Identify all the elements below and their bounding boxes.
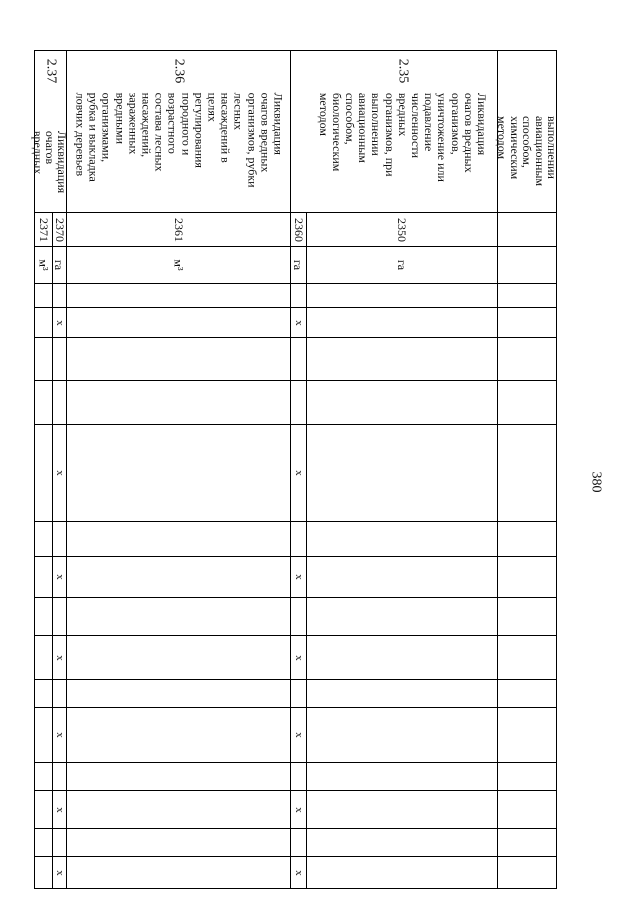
subrow-separator [306, 212, 307, 889]
x-mark: x [292, 319, 305, 326]
row-number-2-37: 2.37 [43, 58, 59, 84]
code-2350: 2350 [395, 217, 409, 242]
column-separator [34, 337, 557, 338]
unit-m3-2361: м³ [171, 259, 186, 271]
row-name-2-35: Ликвидация очагов вредных организмов, уничтожение или подавление численности вредных организмов, при выполнении авиационным способом, биологическим методом [316, 93, 489, 183]
column-separator [34, 380, 557, 381]
x-mark: x [292, 806, 305, 813]
x-mark: x [53, 319, 66, 326]
column-separator [34, 828, 557, 829]
code-2371: 2371 [36, 217, 51, 242]
x-mark: x [292, 869, 305, 876]
page-number: 380 [588, 471, 603, 493]
x-mark: x [292, 654, 305, 661]
x-mark: x [53, 869, 66, 876]
code-2370: 2370 [52, 217, 67, 242]
row-name-continued: выполнении авиационным способом, химическим методом [495, 115, 560, 187]
table-border-bottom [34, 888, 557, 889]
x-mark: x [292, 574, 305, 580]
x-mark: x [53, 654, 66, 661]
x-mark: x [292, 470, 305, 476]
column-separator [34, 597, 557, 598]
row-name-2-37: Ликвидация очагов вредных [31, 130, 70, 194]
row-number-2-36: 2.36 [171, 58, 187, 84]
unit-ha-2350: га [395, 259, 409, 271]
row-name-2-36: Ликвидация очагов вредных организмов, рубки лесных насаждений в целях регулирования породного и возрастного состава лесных насаждений, зараженных вредными организмами, рубка и выкладка ловчих деревьев [73, 93, 286, 188]
unit-m3-2371: м³ [36, 259, 51, 271]
column-separator [34, 283, 557, 284]
column-separator [34, 679, 557, 680]
code-2361: 2361 [171, 217, 186, 242]
row-number-2-35: 2.35 [395, 58, 410, 84]
column-separator [34, 762, 557, 763]
code-2360: 2360 [291, 217, 306, 242]
unit-ha-2370: га [52, 259, 67, 271]
x-mark: x [292, 732, 305, 738]
x-mark: x [53, 574, 66, 580]
unit-ha-2360: га [291, 259, 306, 271]
x-mark: x [53, 470, 66, 476]
x-mark: x [53, 732, 66, 738]
x-mark: x [53, 806, 66, 813]
column-separator [34, 521, 557, 522]
